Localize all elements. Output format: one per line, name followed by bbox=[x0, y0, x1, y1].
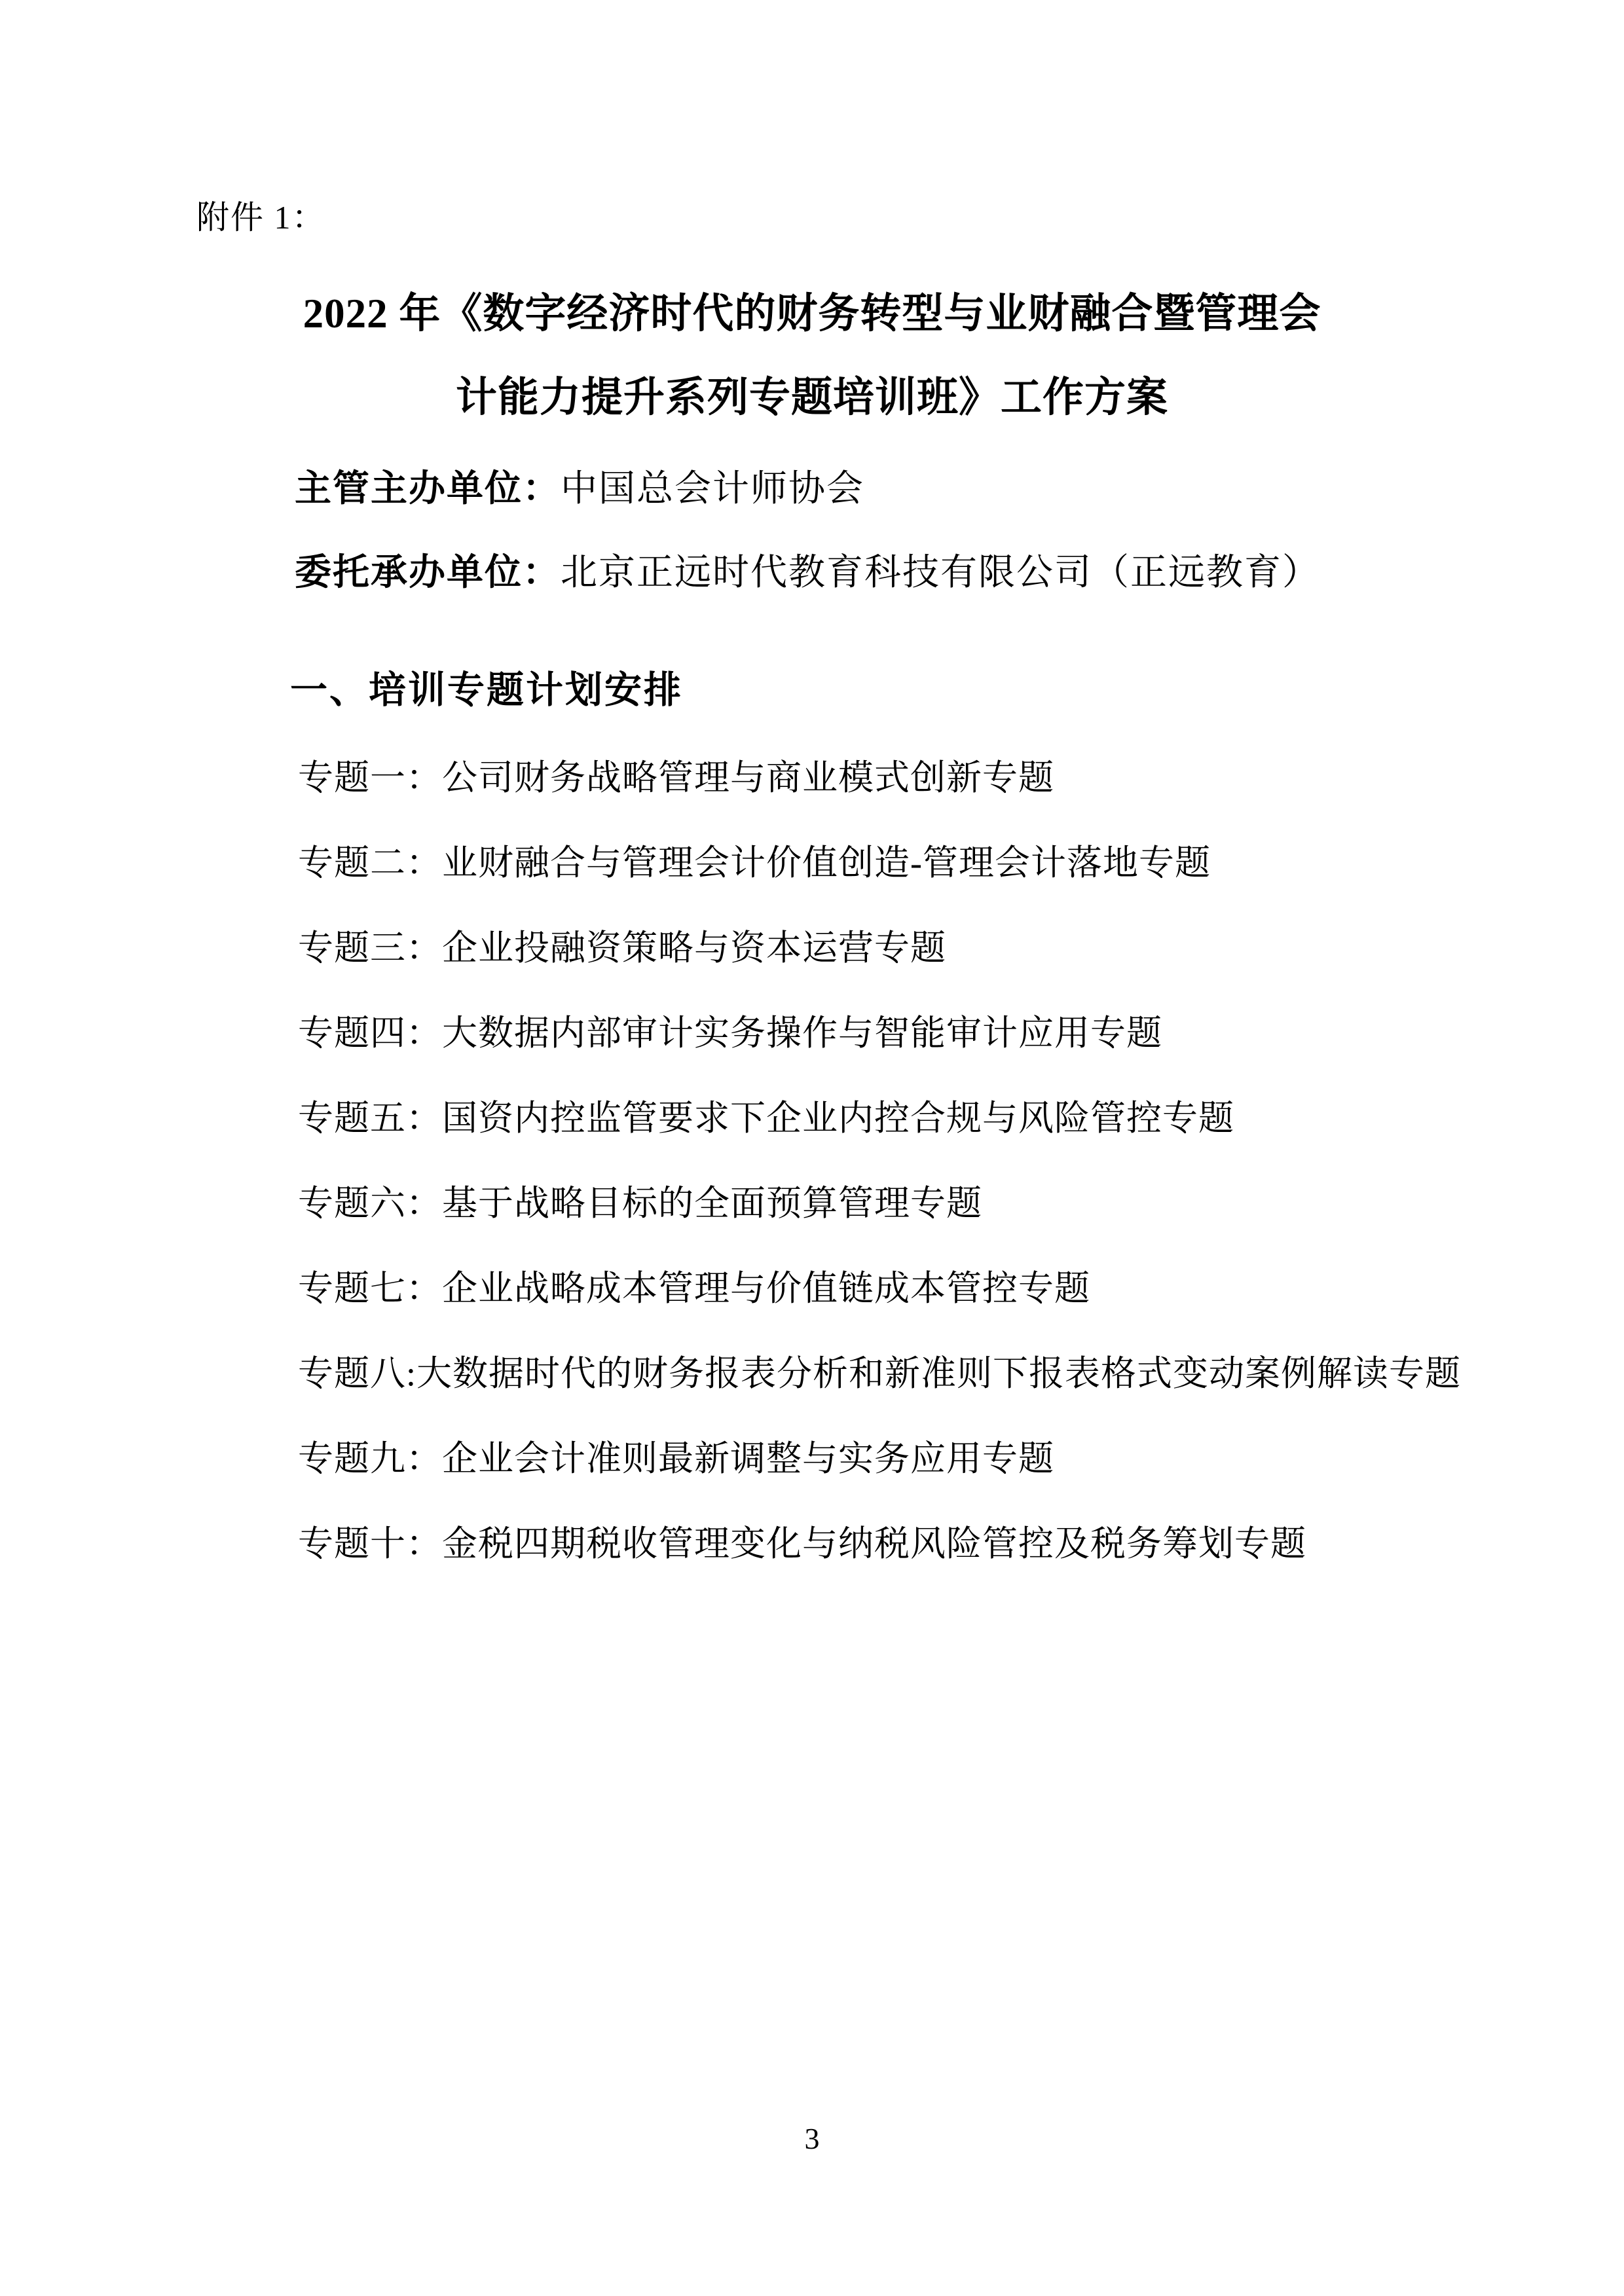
section-heading-training-plan: 一、培训专题计划安排 bbox=[290, 669, 683, 711]
document-title-line-2: 计能力提升系列专题培训班》工作方案 bbox=[456, 374, 1168, 420]
topic-item-3: 专题三：企业投融资策略与资本运营专题 bbox=[298, 928, 946, 968]
document-title-line-1: 2022 年《数字经济时代的财务转型与业财融合暨管理会 bbox=[303, 291, 1321, 337]
topic-item-5: 专题五：国资内控监管要求下企业内控合规与风险管控专题 bbox=[298, 1099, 1234, 1138]
page-number: 3 bbox=[804, 2122, 820, 2155]
topic-item-4: 专题四：大数据内部审计实务操作与智能审计应用专题 bbox=[298, 1013, 1162, 1053]
document-title bbox=[0, 272, 1624, 439]
undertaking-organizer-value: 北京正远时代教育科技有限公司（正远教育） bbox=[561, 553, 1320, 593]
topic-item-7: 专题七：企业战略成本管理与价值链成本管控专题 bbox=[298, 1269, 1090, 1308]
topic-list bbox=[298, 735, 1461, 1586]
undertaking-organizer-label: 委托承办单位： bbox=[295, 553, 561, 593]
topic-item-2: 专题二：业财融合与管理会计价值创造-管理会计落地专题 bbox=[298, 843, 1211, 883]
topic-item-9: 专题九：企业会计准则最新调整与实务应用专题 bbox=[298, 1439, 1054, 1478]
attachment-label: 附件 1： bbox=[196, 199, 326, 236]
supervising-organizer-value: 中国总会计师协会 bbox=[561, 469, 864, 509]
organizer-list bbox=[295, 447, 1320, 615]
topic-item-1: 专题一：公司财务战略管理与商业模式创新专题 bbox=[298, 758, 1054, 797]
topic-item-8: 专题八:大数据时代的财务报表分析和新准则下报表格式变动案例解读专题 bbox=[298, 1354, 1461, 1393]
topic-item-10: 专题十：金税四期税收管理变化与纳税风险管控及税务筹划专题 bbox=[298, 1524, 1306, 1563]
supervising-organizer-label: 主管主办单位： bbox=[295, 469, 561, 509]
organizer-row-undertaking bbox=[295, 531, 1320, 615]
topic-item-6: 专题六：基于战略目标的全面预算管理专题 bbox=[298, 1184, 982, 1223]
organizer-row-supervising bbox=[295, 447, 1320, 531]
